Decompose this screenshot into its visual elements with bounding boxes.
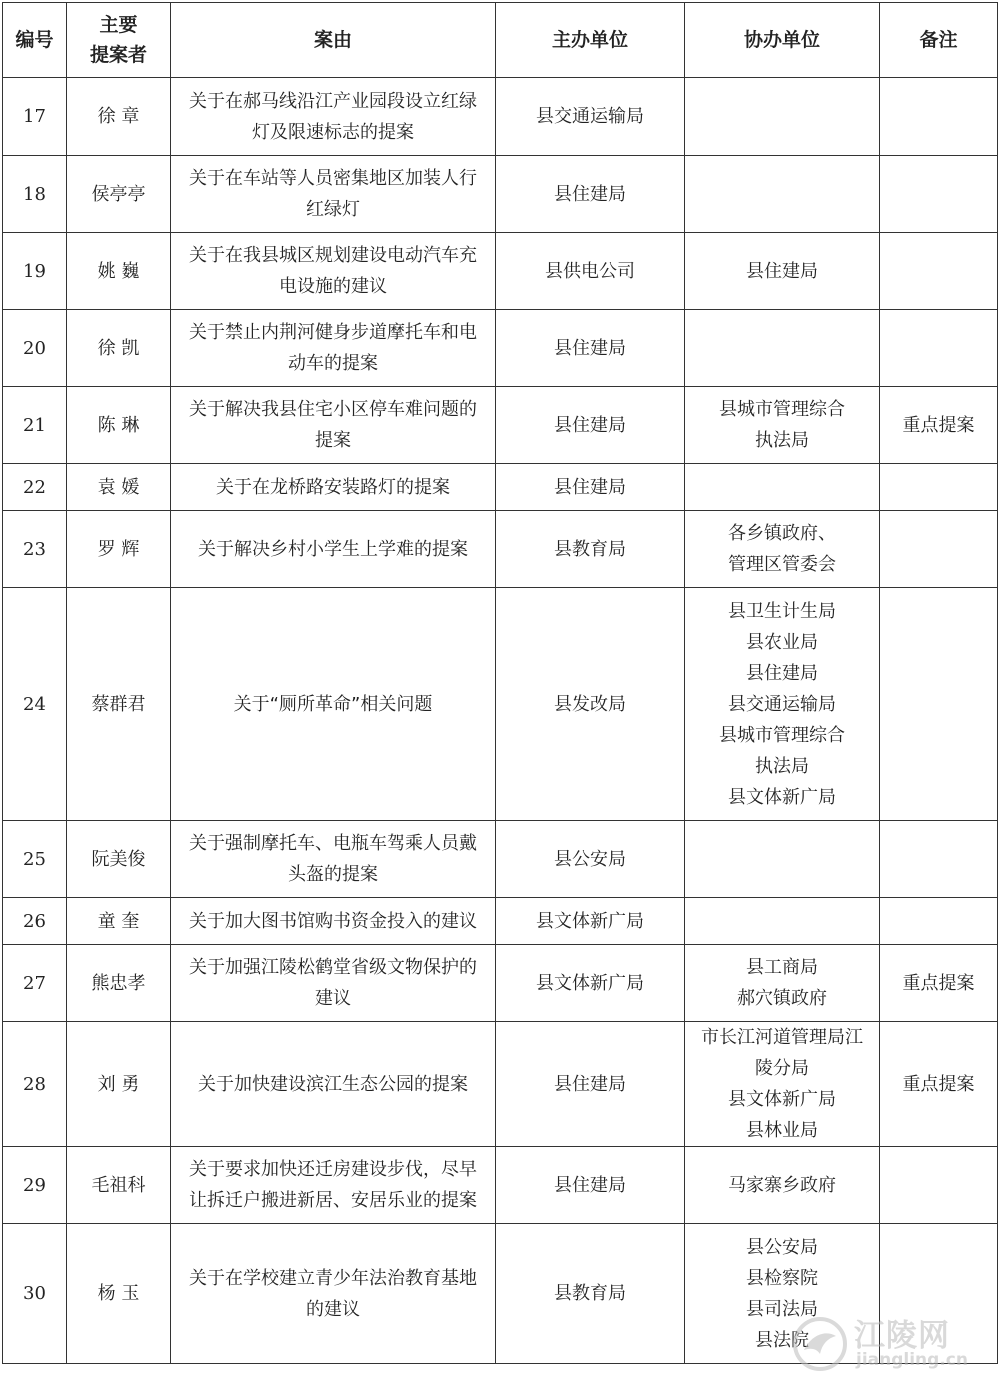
subject-cell-line: 头盔的提案 [288, 864, 378, 885]
subject-cell-line: 让拆迁户搬进新居、安居乐业的提案 [189, 1190, 477, 1211]
row-number: 20 [3, 310, 67, 387]
table-row [3, 945, 998, 1022]
assist-unit-cell-line: 县工商局 [746, 957, 818, 978]
assist-unit-cell-line: 县交通运输局 [728, 693, 836, 715]
assist-unit-cell [685, 156, 880, 233]
subject-cell [171, 821, 496, 898]
row-number: 18 [3, 156, 67, 233]
assist-unit-cell [685, 821, 880, 898]
remark-cell [880, 464, 998, 511]
assist-unit-cell-line: 市长江河道管理局江 [701, 1027, 863, 1048]
assist-unit-cell-line: 陵分局 [755, 1058, 809, 1079]
row-number: 28 [3, 1022, 67, 1147]
assist-unit-cell [685, 1147, 880, 1224]
proposer-cell: 侯亭亭 [67, 156, 171, 233]
remark-cell [880, 233, 998, 310]
proposer-cell: 徐 章 [67, 78, 171, 156]
subject-cell [171, 387, 496, 464]
subject-cell-line: 的建议 [306, 1298, 360, 1320]
assist-unit-cell [685, 1022, 880, 1147]
proposer-cell: 罗 辉 [67, 511, 171, 588]
proposer-cell: 童 奎 [67, 898, 171, 945]
assist-unit-cell-line: 县法院 [755, 1329, 809, 1351]
table-row [3, 78, 998, 156]
header-row [3, 3, 998, 78]
row-number: 17 [3, 78, 67, 156]
remark-cell [880, 588, 998, 821]
assist-unit-cell-line: 县住建局 [746, 260, 818, 282]
remark-cell [880, 156, 998, 233]
row-number: 25 [3, 821, 67, 898]
subject-cell-line: 关于加大图书馆购书资金投入的建议 [189, 910, 477, 932]
table-row [3, 898, 998, 945]
subject-cell [171, 156, 496, 233]
proposer-cell: 刘 勇 [67, 1022, 171, 1147]
assist-unit-cell-line: 管理区管委会 [728, 554, 836, 575]
remark-cell [880, 1147, 998, 1224]
assist-unit-cell-line: 县文体新广局 [728, 786, 836, 808]
table-row [3, 821, 998, 898]
proposer-cell: 袁 媛 [67, 464, 171, 511]
proposer-cell: 姚 巍 [67, 233, 171, 310]
header-proposer [67, 3, 171, 78]
subject-cell [171, 464, 496, 511]
lead-unit-cell: 县住建局 [496, 387, 685, 464]
subject-cell [171, 898, 496, 945]
remark-cell: 重点提案 [880, 1022, 998, 1147]
subject-cell [171, 310, 496, 387]
header-remark: 备注 [880, 3, 998, 78]
header-assist-unit: 协办单位 [685, 3, 880, 78]
assist-unit-cell [685, 78, 880, 156]
row-number: 27 [3, 945, 67, 1022]
subject-cell-line: 关于加快建设滨江生态公园的提案 [198, 1073, 468, 1095]
lead-unit-cell: 县住建局 [496, 464, 685, 511]
lead-unit-cell: 县住建局 [496, 1022, 685, 1147]
subject-cell [171, 588, 496, 821]
table-row [3, 1147, 998, 1224]
row-number: 26 [3, 898, 67, 945]
proposer-cell: 杨 玉 [67, 1224, 171, 1364]
subject-cell [171, 1022, 496, 1147]
header-lead-unit: 主办单位 [496, 3, 685, 78]
assist-unit-cell-line: 县检察院 [746, 1267, 818, 1289]
subject-cell-line: 关于在我县城区规划建设电动汽车充 [189, 245, 477, 266]
subject-cell-line: 关于解决我县住宅小区停车难问题的 [189, 399, 477, 420]
assist-unit-cell-line: 执法局 [755, 755, 809, 777]
lead-unit-cell: 县供电公司 [496, 233, 685, 310]
proposer-cell: 熊忠孝 [67, 945, 171, 1022]
assist-unit-cell [685, 387, 880, 464]
table-row [3, 387, 998, 464]
remark-cell [880, 78, 998, 156]
assist-unit-cell [685, 464, 880, 511]
assist-unit-cell-line: 县文体新广局 [728, 1089, 836, 1110]
remark-cell [880, 511, 998, 588]
subject-cell-line: 动车的提案 [288, 353, 378, 374]
table-row [3, 310, 998, 387]
proposer-cell: 陈 琳 [67, 387, 171, 464]
proposer-cell: 徐 凯 [67, 310, 171, 387]
row-number: 21 [3, 387, 67, 464]
subject-cell-line: 建议 [315, 988, 351, 1009]
header-proposer-line: 提案者 [89, 44, 147, 66]
lead-unit-cell: 县文体新广局 [496, 898, 685, 945]
assist-unit-cell-line: 执法局 [755, 430, 809, 451]
watermark [792, 1310, 992, 1376]
proposer-cell: 毛祖科 [67, 1147, 171, 1224]
table-row [3, 588, 998, 821]
subject-cell-line: 关于强制摩托车、电瓶车驾乘人员戴 [189, 833, 477, 854]
subject-cell-line: 关于在学校建立青少年法治教育基地 [189, 1267, 477, 1289]
subject-cell-line: 红绿灯 [306, 199, 360, 220]
assist-unit-cell-line: 县城市管理综合 [719, 399, 845, 420]
subject-cell-line: 关于解决乡村小学生上学难的提案 [198, 538, 468, 560]
row-number: 22 [3, 464, 67, 511]
subject-cell-line: 关于“厕所革命”相关问题 [233, 693, 433, 715]
assist-unit-cell-line: 各乡镇政府、 [728, 523, 836, 544]
lead-unit-cell: 县交通运输局 [496, 78, 685, 156]
subject-cell [171, 78, 496, 156]
remark-cell [880, 821, 998, 898]
subject-cell-line: 关于加强江陵松鹤堂省级文物保护的 [189, 957, 477, 978]
lead-unit-cell: 县住建局 [496, 310, 685, 387]
lead-unit-cell: 县文体新广局 [496, 945, 685, 1022]
assist-unit-cell-line: 县城市管理综合 [719, 724, 845, 746]
table-row [3, 156, 998, 233]
remark-cell: 重点提案 [880, 387, 998, 464]
table-row [3, 1022, 998, 1147]
subject-cell [171, 1224, 496, 1364]
assist-unit-cell-line: 县农业局 [746, 631, 818, 653]
remark-cell: 重点提案 [880, 945, 998, 1022]
lead-unit-cell: 县住建局 [496, 156, 685, 233]
subject-cell [171, 1147, 496, 1224]
proposal-table [2, 2, 998, 1364]
row-number: 29 [3, 1147, 67, 1224]
subject-cell-line: 电设施的建议 [279, 276, 387, 297]
assist-unit-cell [685, 588, 880, 821]
subject-cell-line: 灯及限速标志的提案 [252, 121, 414, 143]
table-row [3, 233, 998, 310]
subject-cell-line: 关于要求加快还迁房建设步伐，尽早 [189, 1159, 477, 1180]
assist-unit-cell [685, 898, 880, 945]
header-num: 编号 [3, 3, 67, 78]
subject-cell-line: 提案 [315, 430, 351, 451]
header-subject: 案由 [171, 3, 496, 78]
bird-logo-icon [792, 1316, 848, 1372]
assist-unit-cell [685, 310, 880, 387]
assist-unit-cell-line: 马家寨乡政府 [728, 1174, 836, 1196]
assist-unit-cell [685, 511, 880, 588]
header-proposer-line: 主要 [99, 14, 138, 36]
watermark-site-url: jiangling.cn [856, 1350, 968, 1370]
lead-unit-cell: 县教育局 [496, 1224, 685, 1364]
assist-unit-cell [685, 233, 880, 310]
row-number: 23 [3, 511, 67, 588]
remark-cell [880, 898, 998, 945]
assist-unit-cell-line: 县林业局 [746, 1120, 818, 1141]
subject-cell-line: 关于禁止内荆河健身步道摩托车和电 [189, 322, 477, 343]
watermark-site-name: 江陵网 [854, 1318, 950, 1354]
assist-unit-cell-line: 郝穴镇政府 [737, 988, 827, 1009]
assist-unit-cell-line: 县公安局 [746, 1236, 818, 1258]
proposer-cell: 蔡群君 [67, 588, 171, 821]
subject-cell-line: 关于在郝马线沿江产业园段设立红绿 [189, 90, 477, 112]
assist-unit-cell-line: 县司法局 [746, 1298, 818, 1320]
row-number: 24 [3, 588, 67, 821]
assist-unit-cell [685, 945, 880, 1022]
remark-cell [880, 310, 998, 387]
subject-cell [171, 511, 496, 588]
proposer-cell: 阮美俊 [67, 821, 171, 898]
lead-unit-cell: 县住建局 [496, 1147, 685, 1224]
row-number: 19 [3, 233, 67, 310]
subject-cell [171, 233, 496, 310]
lead-unit-cell: 县发改局 [496, 588, 685, 821]
table-row [3, 464, 998, 511]
subject-cell-line: 关于在车站等人员密集地区加装人行 [189, 168, 477, 189]
lead-unit-cell: 县公安局 [496, 821, 685, 898]
row-number: 30 [3, 1224, 67, 1364]
table-row [3, 511, 998, 588]
subject-cell-line: 关于在龙桥路安装路灯的提案 [216, 476, 450, 498]
subject-cell [171, 945, 496, 1022]
assist-unit-cell-line: 县卫生计生局 [728, 600, 836, 622]
table-body [3, 78, 998, 1364]
lead-unit-cell: 县教育局 [496, 511, 685, 588]
assist-unit-cell-line: 县住建局 [746, 662, 818, 684]
